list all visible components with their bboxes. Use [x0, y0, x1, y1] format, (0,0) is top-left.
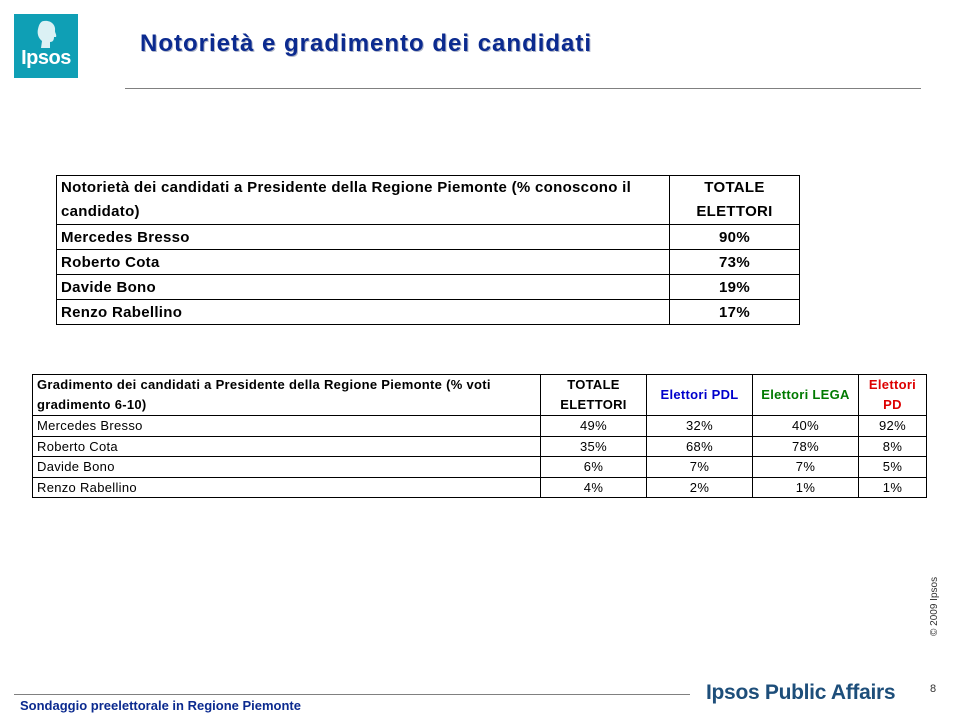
table-row — [33, 457, 927, 478]
logo-text: Ipsos — [21, 47, 71, 69]
candidate-name: Renzo Rabellino — [57, 300, 670, 325]
table-row — [57, 275, 800, 300]
candidate-name: Roberto Cota — [33, 436, 541, 457]
table-cell: 78% — [753, 436, 859, 457]
candidate-name: Renzo Rabellino — [33, 477, 541, 498]
profile-head-icon — [36, 20, 58, 50]
table-header-row — [57, 176, 800, 225]
table-header-row — [33, 375, 927, 416]
table-cell: 4% — [541, 477, 647, 498]
table-header-cell: Gradimento dei candidati a Presidente della Regione Piemonte (% voti gradimento 6-10) — [33, 375, 541, 416]
table-row — [57, 225, 800, 250]
table-header-cell: TOTALE ELETTORI — [541, 375, 647, 416]
table-cell: 1% — [753, 477, 859, 498]
footer-divider — [14, 694, 690, 695]
table-header-cell: Elettori LEGA — [753, 375, 859, 416]
table-row — [57, 250, 800, 275]
table-cell: 49% — [541, 416, 647, 437]
footer-caption: Sondaggio preelettorale in Regione Piemonte — [20, 698, 301, 713]
table-cell: 19% — [670, 275, 800, 300]
table-cell: 35% — [541, 436, 647, 457]
candidate-name: Mercedes Bresso — [33, 416, 541, 437]
table-cell: 68% — [647, 436, 753, 457]
table-cell: 6% — [541, 457, 647, 478]
table-header-cell: Notorietà dei candidati a Presidente della Regione Piemonte (% conoscono il candidato) — [57, 176, 670, 225]
table-cell: 2% — [647, 477, 753, 498]
table-cell: 7% — [647, 457, 753, 478]
table-header-cell: Elettori PDL — [647, 375, 753, 416]
table-header-cell: Elettori PD — [859, 375, 927, 416]
table-row — [57, 300, 800, 325]
table-cell: 1% — [859, 477, 927, 498]
footer-brand: Ipsos Public Affairs — [706, 681, 896, 704]
page-number: 8 — [930, 683, 937, 695]
table-header-cell: TOTALE ELETTORI — [670, 176, 800, 225]
candidate-name: Mercedes Bresso — [57, 225, 670, 250]
table-cell: 92% — [859, 416, 927, 437]
notorieta-table — [56, 175, 800, 325]
table-row — [33, 416, 927, 437]
page-title: Notorietà e gradimento dei candidati — [140, 30, 593, 57]
gradimento-table — [32, 374, 927, 498]
ipsos-logo — [14, 14, 78, 78]
candidate-name: Davide Bono — [33, 457, 541, 478]
table-row — [33, 477, 927, 498]
table-cell: 90% — [670, 225, 800, 250]
table-cell: 5% — [859, 457, 927, 478]
table-cell: 73% — [670, 250, 800, 275]
table-cell: 32% — [647, 416, 753, 437]
table-cell: 40% — [753, 416, 859, 437]
table-cell: 8% — [859, 436, 927, 457]
table-row — [33, 436, 927, 457]
copyright-notice: © 2009 Ipsos — [929, 576, 940, 636]
candidate-name: Roberto Cota — [57, 250, 670, 275]
table-cell: 17% — [670, 300, 800, 325]
table-cell: 7% — [753, 457, 859, 478]
title-divider — [125, 88, 921, 89]
candidate-name: Davide Bono — [57, 275, 670, 300]
